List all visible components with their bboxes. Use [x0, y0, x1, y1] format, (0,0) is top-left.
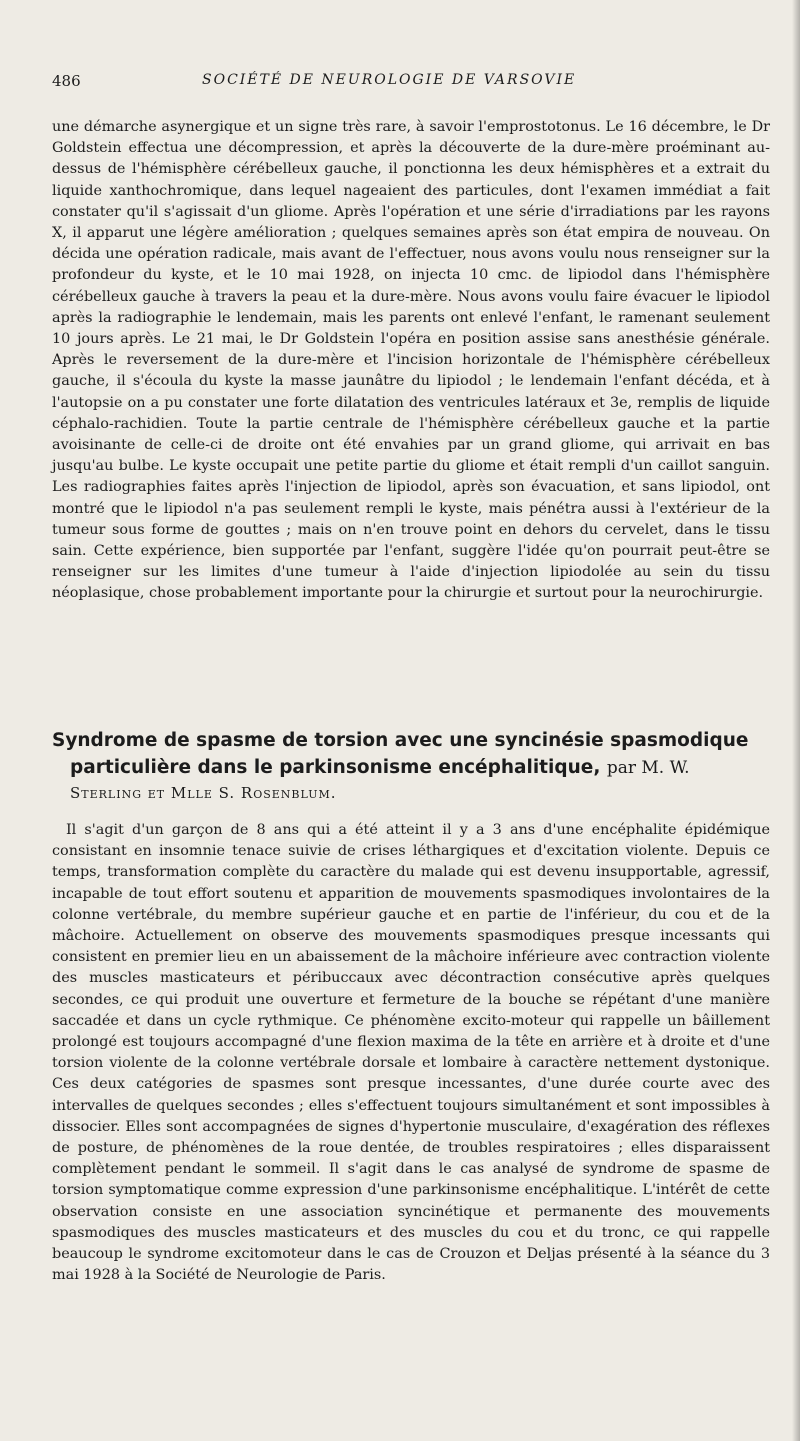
article-authors: Sterling et Mlle S. Rosenblum.: [70, 784, 337, 802]
article-title-line-2: particulière dans le parkinsonisme encéphalitique,: [70, 757, 601, 778]
article-title: [52, 727, 772, 782]
page-header: [52, 72, 752, 96]
article-by-line: par M. W.: [606, 758, 690, 778]
article-title-line-1: Syndrome de spasme de torsion avec une syncinésie spasmodique: [52, 730, 749, 751]
page-number: 486: [52, 72, 81, 90]
article-body-paragraph: Il s'agit d'un garçon de 8 ans qui a été atteint il y a 3 ans d'une encéphalite épidémique consistant en insomnie tenace suivie de crises léthargiques et d'excitation violente. Depuis ce temps, transformation complète du caractère du malade qui est devenu insupportable, agressif, incapable de tout effort soutenu et apparition de mouvements spasmodiques involontaires de la colonne vertébrale, du membre supérieur gauche et en partie de l'inférieur, du cou et de la mâchoire. Actuellement on observe des mouvements spasmodiques presque incessants qui consistent en premier lieu en un abaissement de la mâchoire inférieure avec contraction violente des muscles masticateurs et péribuccaux avec décontraction consécutive après quelques secondes, ce qui produit une ouverture et fermeture de la bouche se répétant d'une manière saccadée et dans un cycle rythmique. Ce phénomène excito-moteur qui rappelle un bâillement prolongé est toujours accompagné d'une flexion maxima de la tête en arrière et à droite et d'une torsion violente de la colonne vertébrale dorsale et lombaire à caractère nettement dystonique. Ces deux catégories de spasmes sont presque incessantes, d'une durée courte avec des intervalles de quelques secondes ; elles s'effectuent toujours simultanément et sont impossibles à dissocier. Elles sont accompagnées de signes d'hypertonie musculaire, d'exagération des réflexes de posture, de phénomènes de la roue dentée, de troubles respiratoires ; elles disparaissent complètement pendant le sommeil. Il s'agit dans le cas analysé de syndrome de spasme de torsion symptomatique comme expression d'une parkinsonisme encéphalitique. L'intérêt de cette observation consiste en une association syncinétique et permanente des mouvements spasmodiques des muscles masticateurs et des muscles du cou et du tronc, ce qui rappelle beaucoup le syndrome excitomoteur dans le cas de Crouzon et Deljas présenté à la séance du 3 mai 1928 à la Société de Neurologie de Paris.: [52, 822, 770, 1284]
running-title: SOCIÉTÉ DE NEUROLOGIE DE VARSOVIE: [202, 72, 577, 88]
page-edge-shadow: [792, 0, 800, 1441]
continued-paragraph: une démarche asynergique et un signe très rare, à savoir l'emprostotonus. Le 16 décembre, le Dr Goldstein effectua une décompression, et après la découverte de la dure-mère proéminant au-dessus de l'hémisphère cérébelleux gauche, il ponctionna les deux hémisphères et a extrait du liquide xanthochromique, dans lequel nageaient des particules, dont l'examen immédiat a fait constater qu'il s'agissait d'un gliome. Après l'opération et une série d'irradiations par les rayons X, il apparut une légère amélioration ; quelques semaines après son état empira de nouveau. On décida une opération radicale, mais avant de l'effectuer, nous avons voulu nous renseigner sur la profondeur du kyste, et le 10 mai 1928, on injecta 10 cmc. de lipiodol dans l'hémisphère cérébelleux gauche à travers la peau et la dure-mère. Nous avons voulu faire évacuer le lipiodol après la radiographie le lendemain, mais les parents ont enlevé l'enfant, le ramenant seulement 10 jours après. Le 21 mai, le Dr Goldstein l'opéra en position assise sans anesthésie générale. Après le reversement de la dure-mère et l'incision horizontale de l'hémisphère cérébelleux gauche, il s'écoula du kyste la masse jaunâtre du lipiodol ; le lendemain l'enfant décéda, et à l'autopsie on a pu constater une forte dilatation des ventricules latéraux et 3e, remplis de liquide céphalo-rachidien. Toute la partie centrale de l'hémisphère cérébelleux gauche et la partie avoisinante de celle-ci de droite ont été envahies par un grand gliome, qui arrivait en bas jusqu'au bulbe. Le kyste occupait une petite partie du gliome et était rempli d'un caillot sanguin. Les radiographies faites après l'injection de lipiodol, après son évacuation, et sans lipiodol, ont montré que le lipiodol n'a pas seulement rempli le kyste, mais pénétra aussi à l'extérieur de la tumeur sous forme de gouttes ; mais on n'en trouve point en dehors du cervelet, dans le tissu sain. Cette expérience, bien supportée par l'enfant, suggère l'idée qu'on pourrait peut-être se renseigner sur les limites d'une tumeur à l'aide d'injection lipiodolée au sein du tissu néoplasique, chose probablement importante pour la chirurgie et surtout pour la neurochirurgie.: [52, 119, 770, 602]
